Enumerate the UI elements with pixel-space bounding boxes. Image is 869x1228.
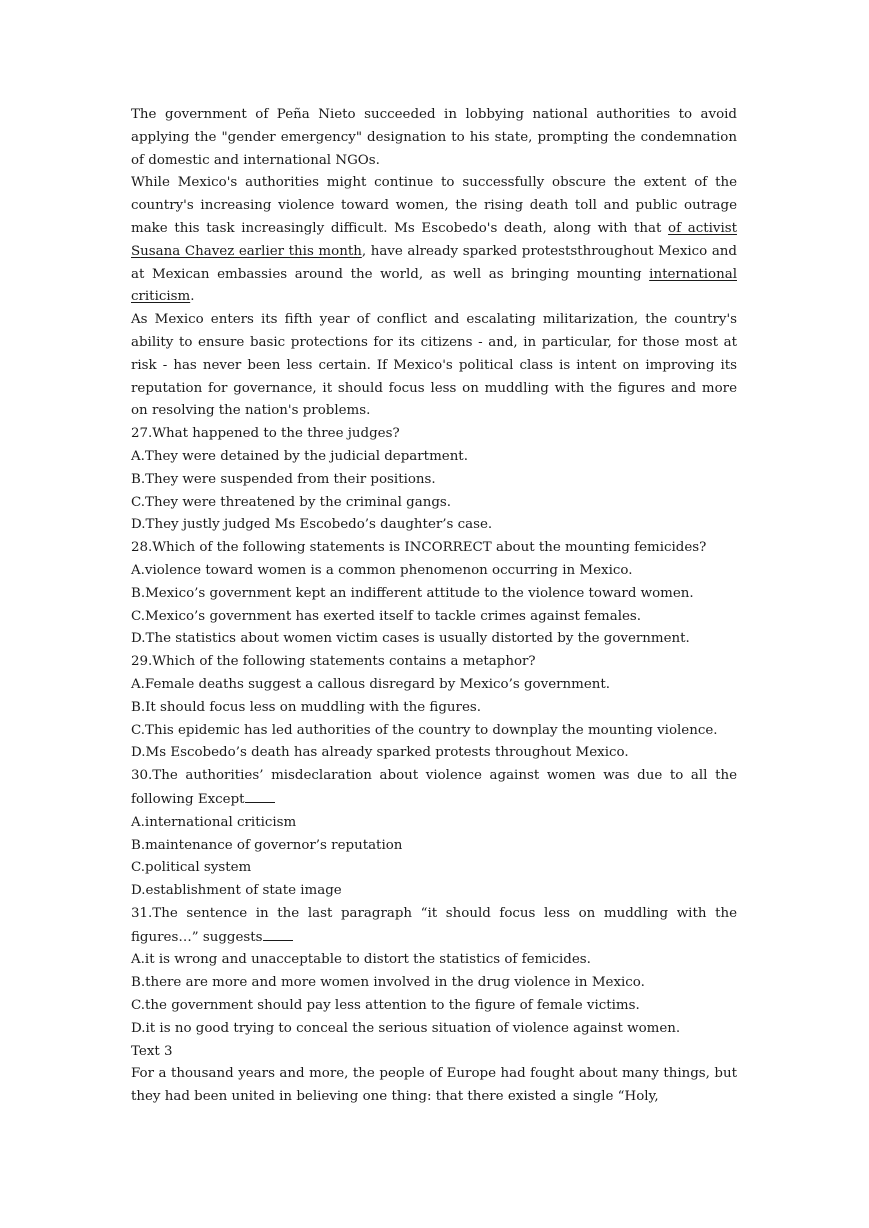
option-d: D.it is no good trying to conceal the serious situation of violence against women. xyxy=(131,1020,681,1036)
option-b: B.there are more and more women involved in the drug violence in Mexico. xyxy=(131,975,645,991)
option-c: C.They were threatened by the criminal gangs. xyxy=(131,494,452,510)
question-stem-text: 30.The authorities’ misdeclaration about violence against women was due to all the following Except xyxy=(131,768,737,807)
option-d: D.establishment of state image xyxy=(131,883,342,899)
paragraph-2-text-c: . xyxy=(190,289,195,305)
passage-paragraph-1: The government of Peña Nieto succeeded in lobbying national authorities to avoid applying the "gender emergency" designation to his state, prompting the condemnation of domestic and international NGOs. xyxy=(131,107,737,168)
option-b: B.maintenance of governor’s reputation xyxy=(131,837,403,853)
question-stem-text: 31.The sentence in the last paragraph “it should focus less on muddling with the figures…” suggests xyxy=(131,905,737,945)
question-31 xyxy=(131,903,737,1041)
passage-paragraph-3: As Mexico enters its fifth year of conflict and escalating militarization, the country's ability to ensure basic protections for its citizens - and, in particular, for those most at risk - has never been less certain. If Mexico's political class is intent on improving its reputation for governance, it should focus less on muddling with the figures and more on resolving the nation's problems. xyxy=(131,312,737,419)
question-stem: 28.Which of the following statements is INCORRECT about the mounting femicides? xyxy=(131,540,707,556)
question-stem: 27.What happened to the three judges? xyxy=(131,426,400,442)
option-a: A.it is wrong and unacceptable to distort the statistics of femicides. xyxy=(131,952,591,968)
underlined-phrase-international-criticism: international criticism xyxy=(131,266,737,305)
paragraph-2-text-a: While Mexico's authorities might continue to successfully obscure the extent of the country's increasing violence toward women, the rising death toll and public outrage make this task increasingly difficult. Ms Escobedo's death, along with that xyxy=(131,175,737,236)
option-a: A.They were detained by the judicial department. xyxy=(131,448,468,464)
option-a: A.Female deaths suggest a callous disregard by Mexico’s government. xyxy=(131,676,611,692)
question-27 xyxy=(131,423,737,537)
answer-blank[interactable] xyxy=(263,926,293,941)
document-page xyxy=(131,104,737,1109)
option-c: C.This epidemic has led authorities of the country to downplay the mounting violence. xyxy=(131,722,718,738)
option-c: C.the government should pay less attention to the figure of female victims. xyxy=(131,998,640,1014)
option-d: D.The statistics about women victim cases is usually distorted by the government. xyxy=(131,631,690,647)
question-stem: 29.Which of the following statements contains a metaphor? xyxy=(131,654,536,670)
option-b: B.Mexico’s government kept an indifferent attitude to the violence toward women. xyxy=(131,585,694,601)
paragraph-2-text-b: , have already sparked proteststhroughout Mexico and at Mexican embassies around the world, as well as bringing mounting xyxy=(131,243,737,282)
answer-blank[interactable] xyxy=(245,788,275,803)
option-b: B.It should focus less on muddling with the figures. xyxy=(131,699,481,715)
question-29 xyxy=(131,651,737,765)
passage-paragraph-2 xyxy=(131,172,737,309)
question-stem xyxy=(131,765,737,812)
option-c: C.political system xyxy=(131,860,252,876)
option-a: A.international criticism xyxy=(131,814,297,830)
section-heading: Text 3 xyxy=(131,1043,173,1059)
question-stem xyxy=(131,903,737,950)
option-d: D.Ms Escobedo’s death has already sparked protests throughout Mexico. xyxy=(131,745,629,761)
option-c: C.Mexico’s government has exerted itself to tackle crimes against females. xyxy=(131,608,642,624)
option-b: B.They were suspended from their positions. xyxy=(131,471,436,487)
option-d: D.They justly judged Ms Escobedo’s daughter’s case. xyxy=(131,517,493,533)
question-28 xyxy=(131,537,737,651)
underlined-phrase-susana-chavez: of activist Susana Chavez earlier this month xyxy=(131,220,737,259)
question-30 xyxy=(131,765,737,903)
option-a: A.violence toward women is a common phenomenon occurring in Mexico. xyxy=(131,562,633,578)
text-3-paragraph-1: For a thousand years and more, the people of Europe had fought about many things, but they had been united in believing one thing: that there existed a single “Holy, xyxy=(131,1066,737,1105)
